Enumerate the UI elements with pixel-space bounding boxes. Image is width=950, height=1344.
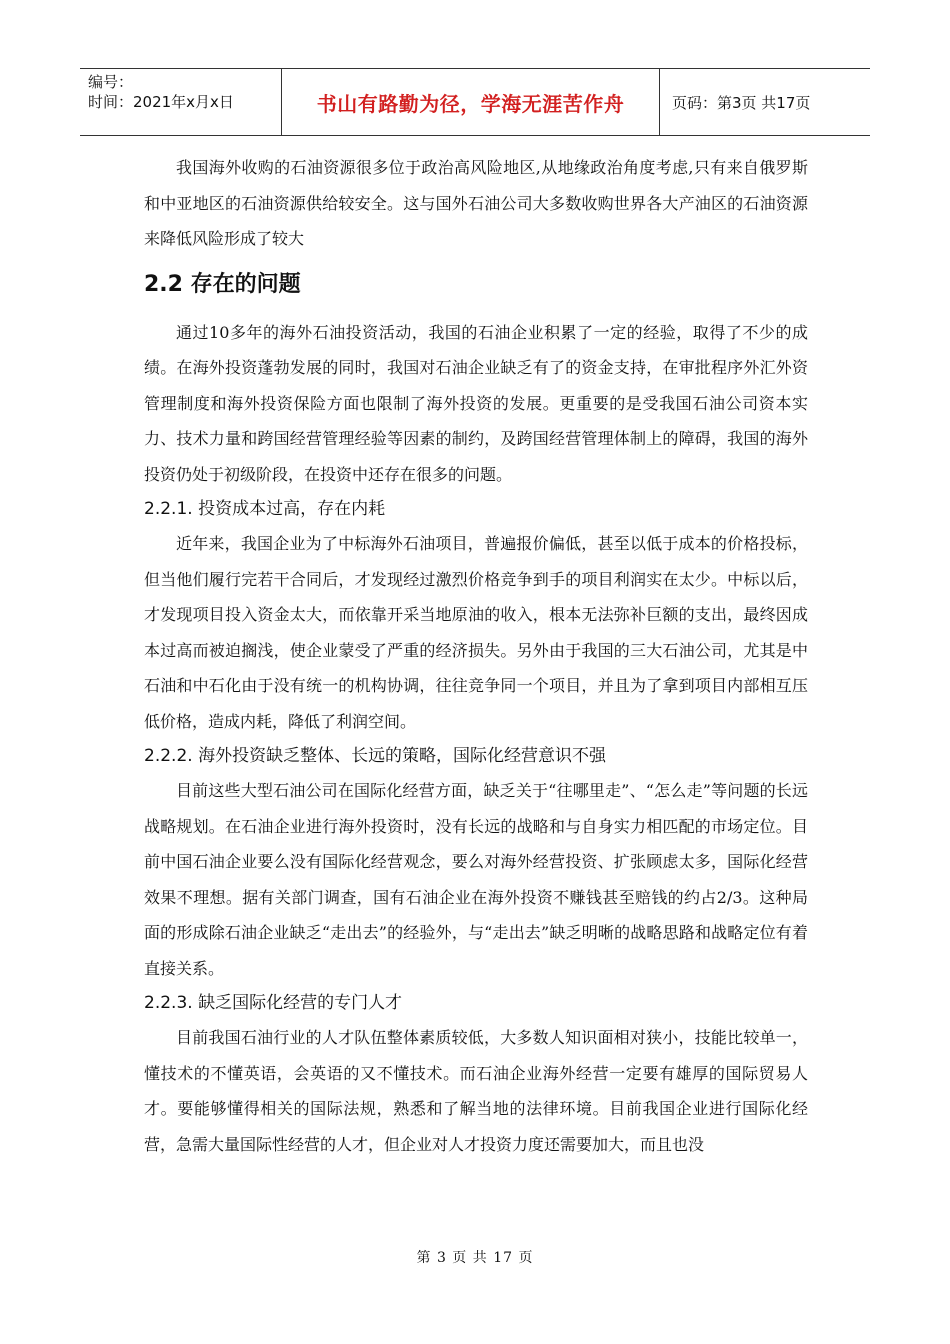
section-2-2-2-paragraph: 目前这些大型石油公司在国际化经营方面，缺乏关于“往哪里走”、“怎么走”等问题的长远战略规划。在石油企业进行海外投资时，没有长远的战略和与自身实力相匹配的市场定位。目前中国石油企业要么没有国际化经营观念，要么对海外经营投资、扩张顾虑太多，国际化经营效果不理想。据有关部门调查，国有石油企业在海外投资不赚钱甚至赔钱的约占2/3。这种局面的形成除石油企业缺乏“走出去”的经验外，与“走出去”缺乏明晰的战略思路和战略定位有着直接关系。 bbox=[144, 781, 808, 978]
header-motto: 书山有路勤为径，学海无涯苦作舟 bbox=[281, 69, 660, 135]
document-body bbox=[144, 150, 808, 1162]
page-header bbox=[80, 68, 870, 136]
document-date: 时间：2021年x月x日 bbox=[88, 93, 234, 111]
document-number-label: 编号： bbox=[88, 73, 134, 91]
section-heading-2-2-1: 2.2.1. 投资成本过高，存在内耗 bbox=[144, 499, 386, 519]
header-page-info: 页码：第3页 共17页 bbox=[672, 93, 811, 112]
page-footer: 第 3 页 共 17 页 bbox=[416, 1250, 534, 1266]
section-2-2-paragraph: 通过10多年的海外石油投资活动，我国的石油企业积累了一定的经验，取得了不少的成绩。在海外投资蓬勃发展的同时，我国对石油企业缺乏有了的资金支持，在审批程序外汇外资管理制度和海外投资保险方面也限制了海外投资的发展。更重要的是受我国石油公司资本实力、技术力量和跨国经营管理经验等因素的制约，及跨国经营管理体制上的障碍，我国的海外投资仍处于初级阶段，在投资中还存在很多的问题。 bbox=[144, 322, 808, 484]
section-heading-2-2-3: 2.2.3. 缺乏国际化经营的专门人才 bbox=[144, 993, 403, 1013]
section-heading-2-2-2: 2.2.2. 海外投资缺乏整体、长远的策略，国际化经营意识不强 bbox=[144, 746, 607, 766]
header-meta bbox=[80, 69, 281, 135]
section-heading-2-2: 2.2 存在的问题 bbox=[144, 271, 301, 297]
section-2-2-3-paragraph: 目前我国石油行业的人才队伍整体素质较低，大多数人知识面相对狭小，技能比较单一，懂技术的不懂英语，会英语的又不懂技术。而石油企业海外经营一定要有雄厚的国际贸易人才。要能够懂得相关的国际法规，熟悉和了解当地的法律环境。目前我国企业进行国际化经营，急需大量国际性经营的人才，但企业对人才投资力度还需要加大，而且也没 bbox=[144, 1028, 808, 1154]
intro-paragraph: 我国海外收购的石油资源很多位于政治高风险地区,从地缘政治角度考虑,只有来自俄罗斯和中亚地区的石油资源供给较安全。这与国外石油公司大多数收购世界各大产油区的石油资源来降低风险形成了较大 bbox=[144, 158, 808, 248]
section-2-2-1-paragraph: 近年来，我国企业为了中标海外石油项目，普遍报价偏低，甚至以低于成本的价格投标，但当他们履行完若干合同后，才发现经过激烈价格竞争到手的项目利润实在太少。中标以后，才发现项目投入资金太大，而依靠开采当地原油的收入，根本无法弥补巨额的支出，最终因成本过高而被迫搁浅，使企业蒙受了严重的经济损失。另外由于我国的三大石油公司，尤其是中石油和中石化由于没有统一的机构协调，往往竞争同一个项目，并且为了拿到项目内部相互压低价格，造成内耗，降低了利润空间。 bbox=[144, 534, 808, 731]
